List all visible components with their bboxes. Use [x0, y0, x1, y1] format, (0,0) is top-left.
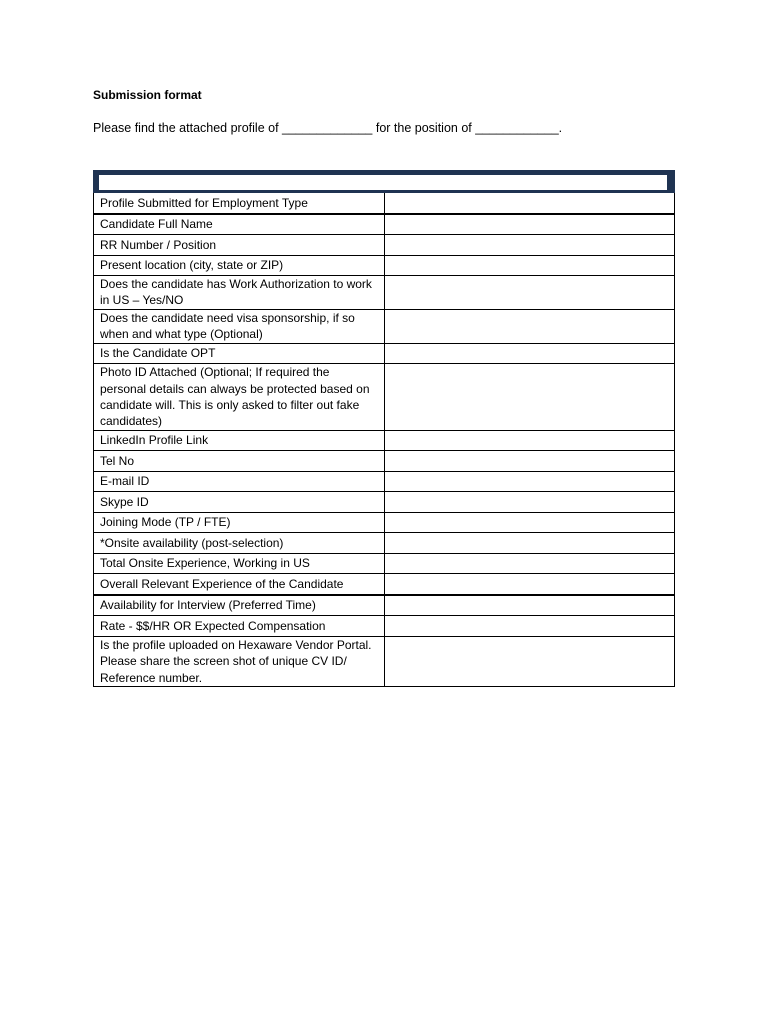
table-row — [94, 343, 675, 364]
field-value-skype[interactable] — [384, 492, 675, 513]
field-value-linkedin[interactable] — [384, 430, 675, 451]
field-label-relevant-experience: Overall Relevant Experience of the Candidate — [94, 574, 385, 595]
table-row — [94, 492, 675, 513]
field-label-opt: Is the Candidate OPT — [94, 343, 385, 364]
field-value-relevant-experience[interactable] — [384, 574, 675, 595]
field-value-interview-availability[interactable] — [384, 595, 675, 616]
field-label-full-name: Candidate Full Name — [94, 214, 385, 235]
table-row — [94, 512, 675, 533]
table-row — [94, 214, 675, 235]
table-row — [94, 235, 675, 256]
field-value-rate[interactable] — [384, 616, 675, 637]
field-label-joining-mode: Joining Mode (TP / FTE) — [94, 512, 385, 533]
table-row — [94, 430, 675, 451]
field-label-visa-sponsorship: Does the candidate need visa sponsorship, if so when and what type (Optional) — [94, 309, 385, 343]
field-value-work-authorization[interactable] — [384, 276, 675, 310]
table-row — [94, 309, 675, 343]
field-label-tel-no: Tel No — [94, 451, 385, 472]
table-row — [94, 451, 675, 472]
table-row — [94, 193, 675, 214]
field-value-email[interactable] — [384, 471, 675, 492]
field-value-onsite-experience[interactable] — [384, 553, 675, 574]
field-label-email: E-mail ID — [94, 471, 385, 492]
field-value-photo-id[interactable] — [384, 364, 675, 431]
field-value-opt[interactable] — [384, 343, 675, 364]
table-header-bar — [94, 171, 675, 193]
field-label-onsite-experience: Total Onsite Experience, Working in US — [94, 553, 385, 574]
document-title: Submission format — [93, 88, 202, 102]
intro-sentence: Please find the attached profile of _____________ for the position of ____________. — [93, 121, 563, 135]
field-value-vendor-portal[interactable] — [384, 636, 675, 686]
field-label-skype: Skype ID — [94, 492, 385, 513]
table-row — [94, 574, 675, 595]
field-label-vendor-portal: Is the profile uploaded on Hexaware Vendor Portal. Please share the screen shot of unique CV ID/ Reference number. — [94, 636, 385, 686]
field-label-interview-availability: Availability for Interview (Preferred Time) — [94, 595, 385, 616]
table-row — [94, 553, 675, 574]
field-label-linkedin: LinkedIn Profile Link — [94, 430, 385, 451]
field-value-joining-mode[interactable] — [384, 512, 675, 533]
table-row — [94, 255, 675, 276]
table-row — [94, 364, 675, 431]
field-label-rate: Rate - $$/HR OR Expected Compensation — [94, 616, 385, 637]
field-value-employment-type[interactable] — [384, 193, 675, 214]
field-label-work-authorization: Does the candidate has Work Authorization to work in US – Yes/NO — [94, 276, 385, 310]
field-value-onsite-availability[interactable] — [384, 533, 675, 554]
header-cell — [94, 171, 675, 193]
field-label-onsite-availability: *Onsite availability (post-selection) — [94, 533, 385, 554]
field-label-photo-id: Photo ID Attached (Optional; If required the personal details can always be protected based on candidate will. This is only asked to filter out fake candidates) — [94, 364, 385, 431]
field-value-present-location[interactable] — [384, 255, 675, 276]
field-label-employment-type: Profile Submitted for Employment Type — [94, 193, 385, 214]
table-row — [94, 636, 675, 686]
table-row — [94, 595, 675, 616]
field-value-tel-no[interactable] — [384, 451, 675, 472]
field-value-visa-sponsorship[interactable] — [384, 309, 675, 343]
field-label-rr-number: RR Number / Position — [94, 235, 385, 256]
field-label-present-location: Present location (city, state or ZIP) — [94, 255, 385, 276]
field-value-full-name[interactable] — [384, 214, 675, 235]
table-row — [94, 471, 675, 492]
table-row — [94, 533, 675, 554]
submission-form-table — [93, 170, 675, 687]
table-row — [94, 616, 675, 637]
field-value-rr-number[interactable] — [384, 235, 675, 256]
header-inner-box — [99, 175, 667, 190]
table-row — [94, 276, 675, 310]
